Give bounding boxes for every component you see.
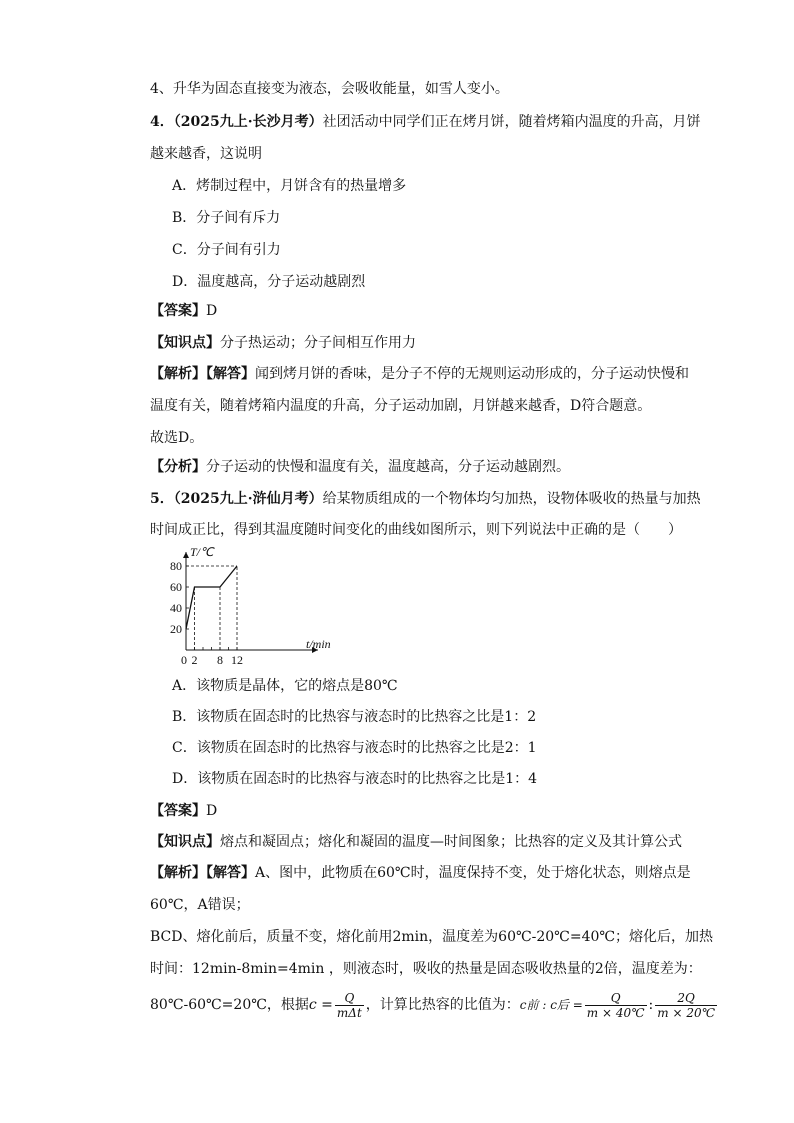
q5-stem-text: 给某物质组成的一个物体均匀加热，设物体吸收的热量与加热 [322,491,701,507]
ratio-numerator-1: Q [585,991,647,1006]
q4-fenxi [150,458,570,476]
temperature-time-chart [166,544,336,664]
y-axis-label: T/℃ [190,545,214,559]
q5-source: （2025九上·浒仙月考） [173,491,323,507]
ratio-colon: : [648,997,654,1013]
q4-option-d: D．温度越高，分子运动越剧烈 [172,274,366,290]
formula-c-label: c = [308,997,333,1013]
q4-kp-text: 分子热运动；分子间相互作用力 [220,335,416,351]
ratio-left: c前 : c后 = [519,998,583,1012]
q5-number: 5． [150,491,174,507]
q4-fenxi-text: 分子运动的快慢和温度有关，温度越高，分子运动越剧烈。 [206,459,570,475]
temperature-curve [186,566,237,629]
q4-kp-tag: 【知识点】 [150,335,220,351]
q4-source: （2025九上·长沙月考） [173,114,323,130]
x-axis-label: t/min [306,637,331,651]
formula-c-numerator: Q [335,991,364,1006]
q4-number: 4． [150,114,174,130]
q5-stem-line1 [150,490,701,508]
q5-analysis-text5b: ，计算比热容的比值为： [365,997,520,1013]
x-tick-label-0: 0 [181,653,187,664]
top-line: 4、升华为固态直接变为液态，会吸收能量，如雪人变小。 [150,81,509,97]
q5-knowledge-point [150,833,682,851]
q4-stem-line1 [150,113,701,131]
q5-answer [150,802,217,820]
q5-option-a: A．该物质是晶体，它的熔点是80℃ [172,678,398,694]
q4-option-a: A．烤制过程中，月饼含有的热量增多 [172,178,407,194]
q5-analysis-text5a: 80℃-60℃=20℃，根据 [150,997,309,1013]
q4-analysis-line1 [150,365,689,383]
q5-kp-tag: 【知识点】 [150,834,220,850]
q4-stem-text: 社团活动中同学们正在烤月饼，随着烤箱内温度的升高，月饼 [322,114,701,130]
y-tick-label-80: 80 [170,559,182,573]
q4-analysis-tag: 【解析】【解答】 [150,366,255,382]
q4-answer-tag: 【答案】 [150,303,206,319]
q4-answer [150,302,217,320]
q5-option-d: D．该物质在固态时的比热容与液态时的比热容之比是1：4 [172,771,538,787]
q4-option-b: B．分子间有斥力 [172,210,281,226]
q4-option-c: C．分子间有引力 [172,242,281,258]
q5-stem-line2: 时间成正比，得到其温度随时间变化的曲线如图所示，则下列说法中正确的是（ ） [150,522,682,538]
q5-option-c: C．该物质在固态时的比热容与液态时的比热容之比是2：1 [172,740,537,756]
chart-axes [186,552,318,650]
q4-knowledge-point [150,334,416,352]
ratio-denominator-1: m × 40℃ [586,1005,645,1020]
q5-option-b: B．该物质在固态时的比热容与液态时的比热容之比是1：2 [172,709,537,725]
y-tick-label-20: 20 [170,622,182,636]
q5-analysis-tag: 【解析】【解答】 [150,865,255,881]
q5-analysis-line5 [150,990,719,1020]
q5-analysis-text1: A、图中，此物质在60℃时，温度保持不变，处于熔化状态，则熔点是 [255,865,691,881]
ratio-numerator-2: 2Q [655,991,717,1006]
y-tick-label-40: 40 [170,601,182,615]
q5-answer-value: D [206,803,218,819]
q5-analysis-line2: 60℃，A错误； [150,897,250,913]
q4-stem-line2: 越来越香，这说明 [150,146,262,162]
chart-ticks [170,559,243,664]
q5-analysis-line3: BCD、熔化前后，质量不变，熔化前用2min，温度差为60℃-20℃=40℃；熔化后，加热 [150,929,714,945]
x-tick-label-8: 8 [217,653,223,664]
q4-analysis-text1: 闻到烤月饼的香味，是分子不停的无规则运动形成的，分子运动快慢和 [255,366,689,382]
chart-guide-lines [186,566,237,650]
x-tick-label-2: 2 [191,653,198,664]
formula-c-fraction [335,991,364,1020]
ratio-fraction-1 [585,991,647,1020]
ratio-denominator-2: m × 20℃ [657,1005,716,1020]
chart-series [186,566,237,629]
q4-analysis-line3: 故选D。 [150,430,204,446]
y-tick-label-60: 60 [170,580,182,594]
q5-analysis-line4: 时间：12min-8min=4min ，则液态时，吸收的热量是固态吸收热量的2倍，温度差为： [150,961,702,977]
q4-analysis-line2: 温度有关，随着烤箱内温度的升高，分子运动加剧，月饼越来越香，D符合题意。 [150,398,652,414]
q5-answer-tag: 【答案】 [150,803,206,819]
q4-fenxi-tag: 【分析】 [150,459,206,475]
q5-kp-text: 熔点和凝固点；熔化和凝固的温度—时间图象；比热容的定义及其计算公式 [220,834,682,850]
x-tick-label-12: 12 [231,653,243,664]
formula-c-denominator: mΔt [336,1005,362,1020]
q5-analysis-line1 [150,864,691,882]
q4-answer-value: D [206,303,218,319]
ratio-fraction-2 [655,991,717,1020]
